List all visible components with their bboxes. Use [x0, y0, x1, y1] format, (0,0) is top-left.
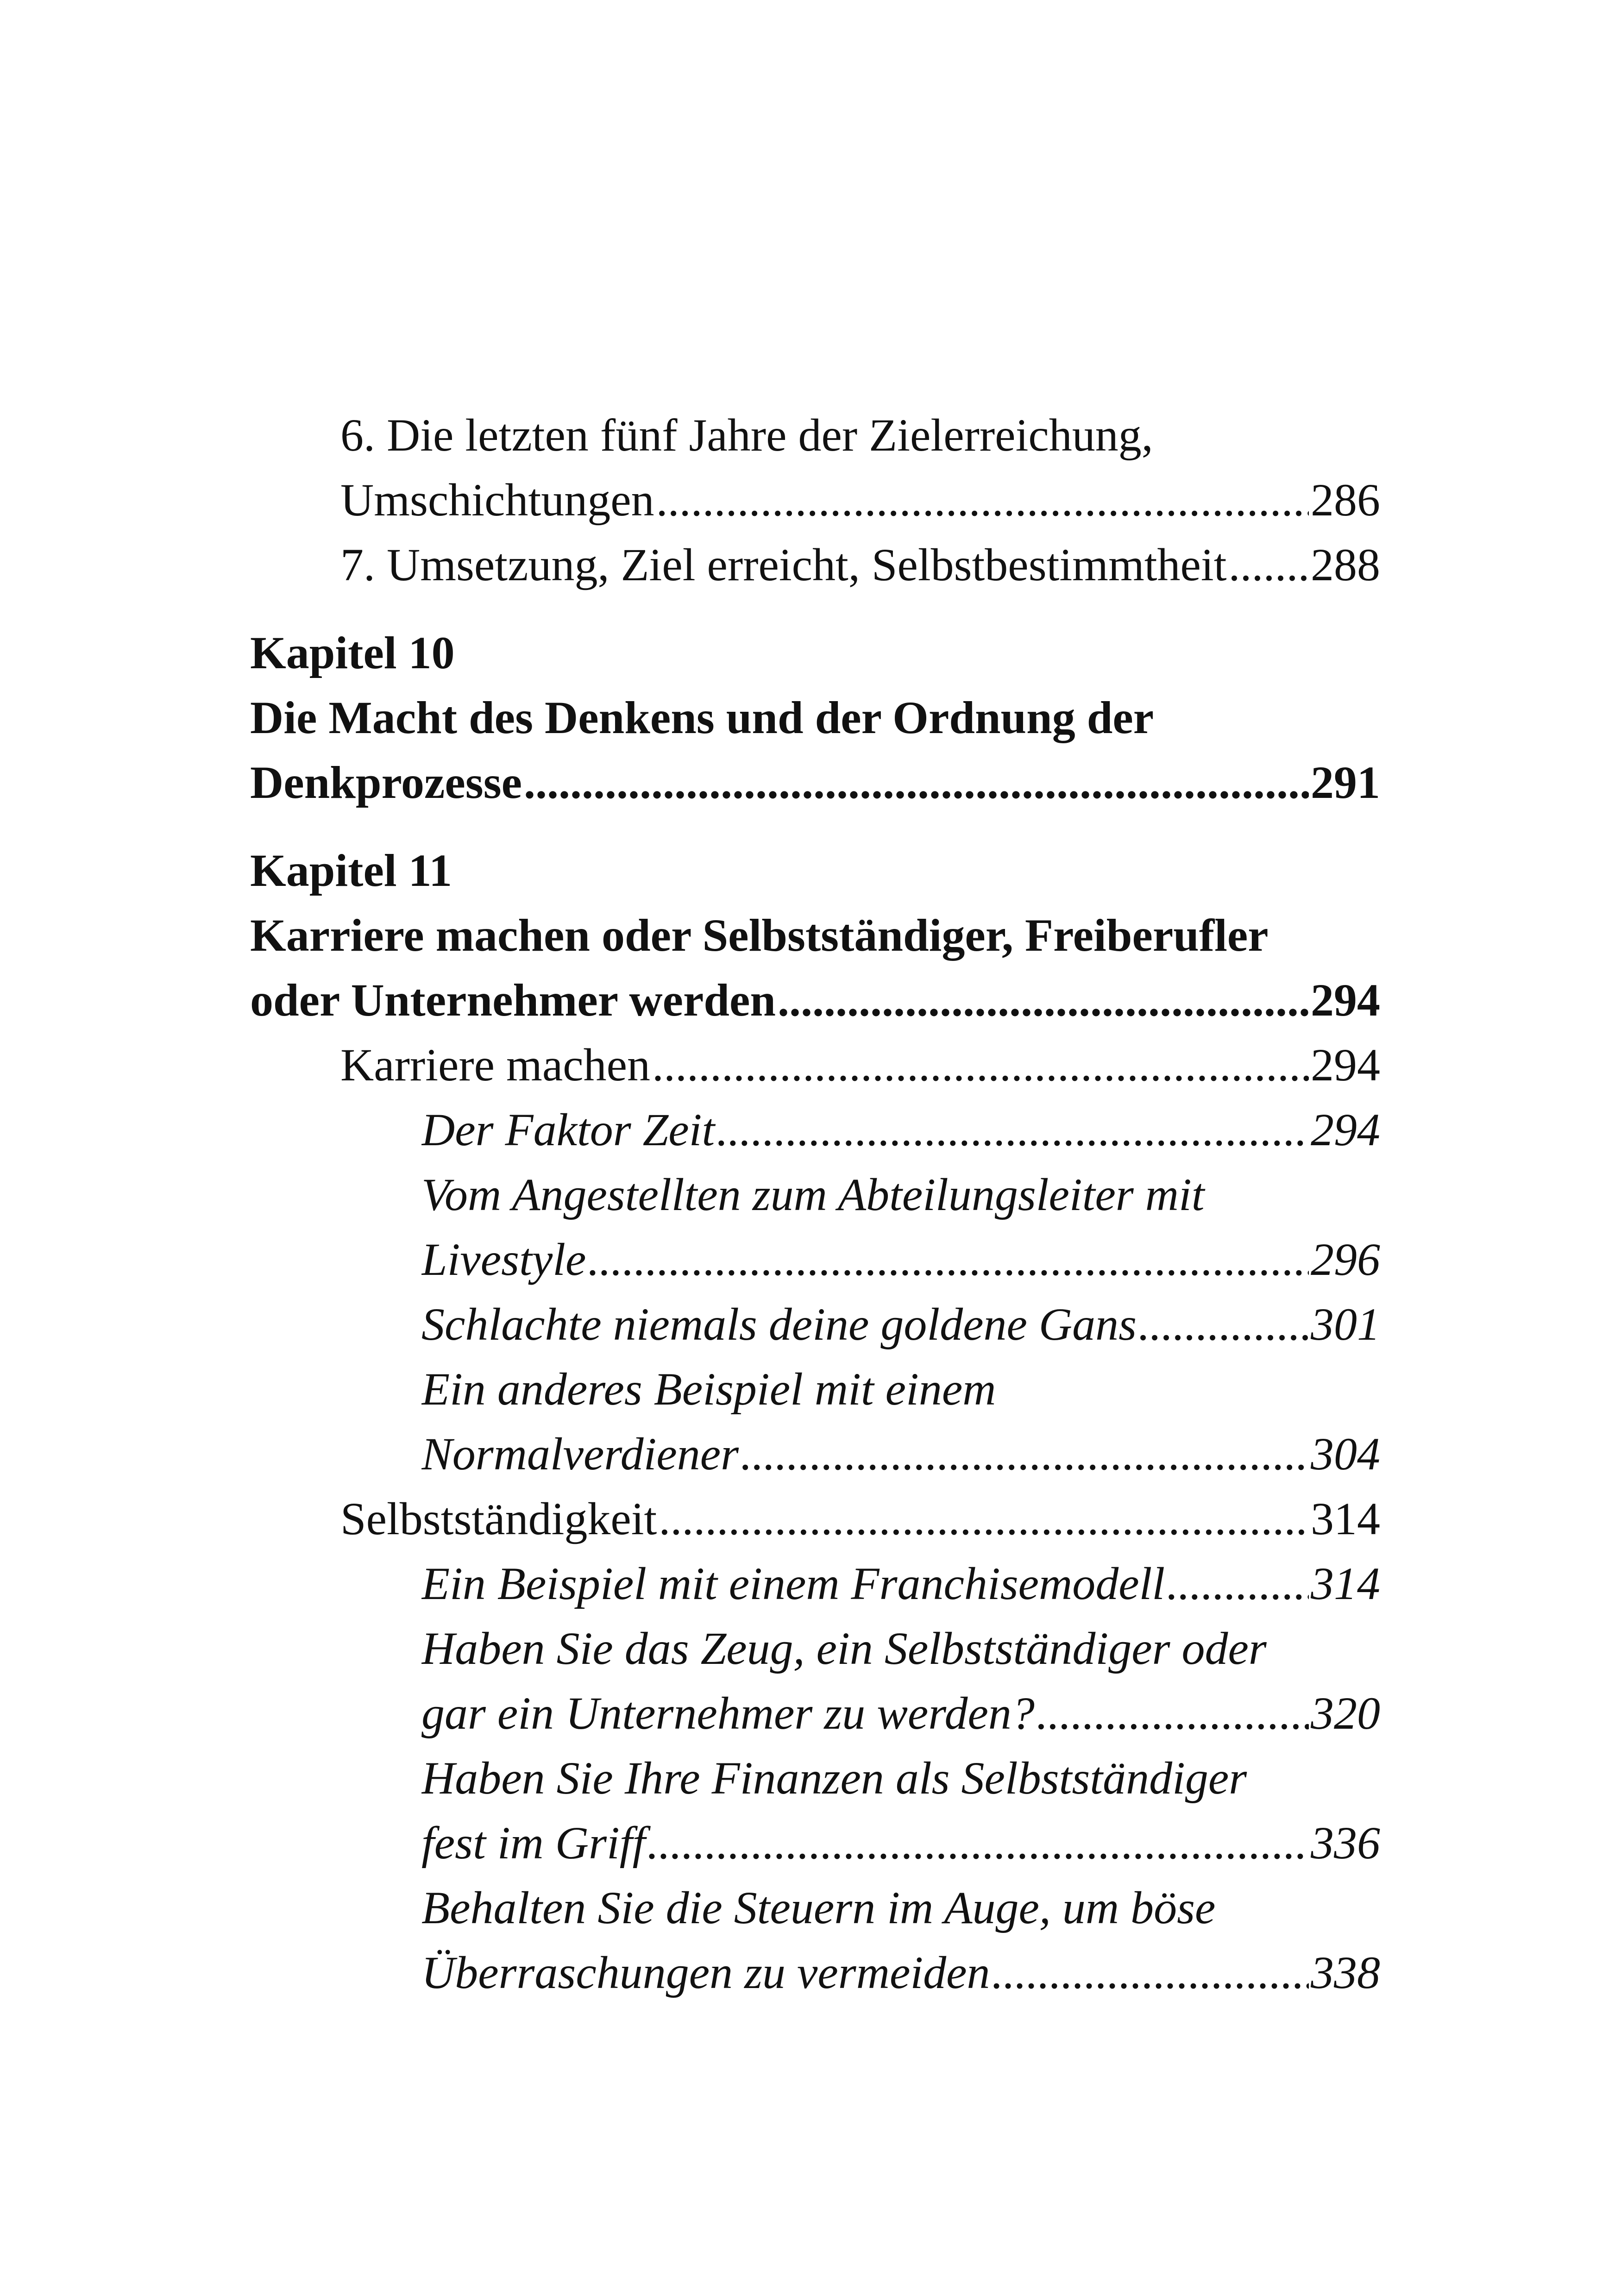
dot-leader [1037, 1681, 1309, 1746]
page-number: 314 [1311, 1558, 1380, 1609]
subsection-title: Normalverdiener [421, 1428, 739, 1480]
page-number: 336 [1311, 1817, 1380, 1869]
dot-leader [588, 1227, 1309, 1292]
dot-leader [1138, 1292, 1309, 1357]
subsection-title: fest im Griff [421, 1817, 646, 1869]
section-karriere-machen [340, 1033, 1380, 1098]
page-number: 296 [1311, 1234, 1380, 1285]
dot-leader [716, 1098, 1309, 1162]
subsection-zeug-line1 [421, 1616, 1380, 1681]
subsection-normalverdiener-line1 [421, 1357, 1380, 1422]
subsection-steuern-line2 [421, 1940, 1380, 2005]
subsection-title: Schlachte niemals deine goldene Gans [421, 1299, 1137, 1350]
chapter-11-title-line1 [250, 903, 1380, 968]
subsection-franchisemodell [421, 1551, 1380, 1616]
section-title: Selbstständigkeit [340, 1493, 657, 1544]
toc-entry-text: 7. Umsetzung, Ziel erreicht, Selbstbestimmtheit [340, 539, 1227, 590]
page-number: 304 [1311, 1428, 1380, 1480]
toc-entry-6-line2 [340, 468, 1380, 533]
toc-entry-text: Umschichtungen [340, 474, 654, 526]
subsection-title: Ein Beispiel mit einem Franchisemodell [421, 1558, 1165, 1609]
page-number: 314 [1311, 1493, 1380, 1544]
subsection-title: Haben Sie das Zeug, ein Selbstständiger oder [421, 1623, 1267, 1674]
subsection-title: Der Faktor Zeit [421, 1104, 715, 1155]
page-number: 286 [1311, 474, 1380, 526]
dot-leader [659, 1487, 1309, 1551]
page-number: 338 [1311, 1947, 1380, 1998]
subsection-title: Ein anderes Beispiel mit einem [421, 1363, 996, 1415]
chapter-title: oder Unternehmer werden [250, 974, 776, 1026]
subsection-title: Behalten Sie die Steuern im Auge, um böse [421, 1882, 1216, 1933]
subsection-angestellten-line1 [421, 1162, 1380, 1227]
dot-leader [647, 1811, 1309, 1876]
page-number: 301 [1311, 1299, 1380, 1350]
toc-entry-7 [340, 533, 1380, 597]
subsection-finanzen-line2 [421, 1811, 1380, 1876]
chapter-label: Kapitel 10 [250, 627, 455, 678]
subsection-steuern-line1 [421, 1876, 1380, 1940]
dot-leader [741, 1422, 1309, 1487]
page-number: 291 [1311, 757, 1380, 808]
chapter-title: Karriere machen oder Selbstständiger, Freiberufler [250, 910, 1269, 961]
chapter-title: Denkprozesse [250, 757, 522, 808]
chapter-11-label [250, 838, 1380, 903]
dot-leader [1167, 1551, 1309, 1616]
toc-entry-text: 6. Die letzten fünf Jahre der Zielerreichung, [340, 409, 1153, 461]
page-number: 288 [1311, 539, 1380, 590]
subsection-normalverdiener-line2 [421, 1422, 1380, 1487]
subsection-title: Haben Sie Ihre Finanzen als Selbstständiger [421, 1752, 1247, 1804]
dot-leader [656, 468, 1309, 533]
page-number: 294 [1311, 1039, 1380, 1091]
subsection-title: gar ein Unternehmer zu werden? [421, 1687, 1035, 1739]
subsection-zeug-line2 [421, 1681, 1380, 1746]
subsection-angestellten-line2 [421, 1227, 1380, 1292]
chapter-title: Die Macht des Denkens und der Ordnung der [250, 692, 1154, 743]
page-number: 294 [1311, 1104, 1380, 1155]
chapter-label: Kapitel 11 [250, 845, 452, 896]
chapter-10-title-line2 [250, 750, 1380, 815]
section-selbststaendigkeit [340, 1487, 1380, 1551]
subsection-finanzen-line1 [421, 1746, 1380, 1811]
subsection-title: Überraschungen zu vermeiden [421, 1947, 990, 1998]
subsection-goldene-gans [421, 1292, 1380, 1357]
subsection-faktor-zeit [421, 1098, 1380, 1162]
chapter-10-title-line1 [250, 685, 1380, 750]
dot-leader [778, 968, 1309, 1033]
chapter-11-title-line2 [250, 968, 1380, 1033]
dot-leader [992, 1940, 1309, 2005]
page-number: 320 [1311, 1687, 1380, 1739]
dot-leader [652, 1033, 1309, 1098]
toc-entry-6-line1 [340, 403, 1380, 468]
section-title: Karriere machen [340, 1039, 650, 1091]
subsection-title: Livestyle [421, 1234, 586, 1285]
dot-leader [1228, 533, 1309, 597]
subsection-title: Vom Angestellten zum Abteilungsleiter mit [421, 1169, 1205, 1220]
chapter-10-label [250, 621, 1380, 685]
dot-leader [524, 750, 1309, 815]
page-number: 294 [1311, 974, 1380, 1026]
